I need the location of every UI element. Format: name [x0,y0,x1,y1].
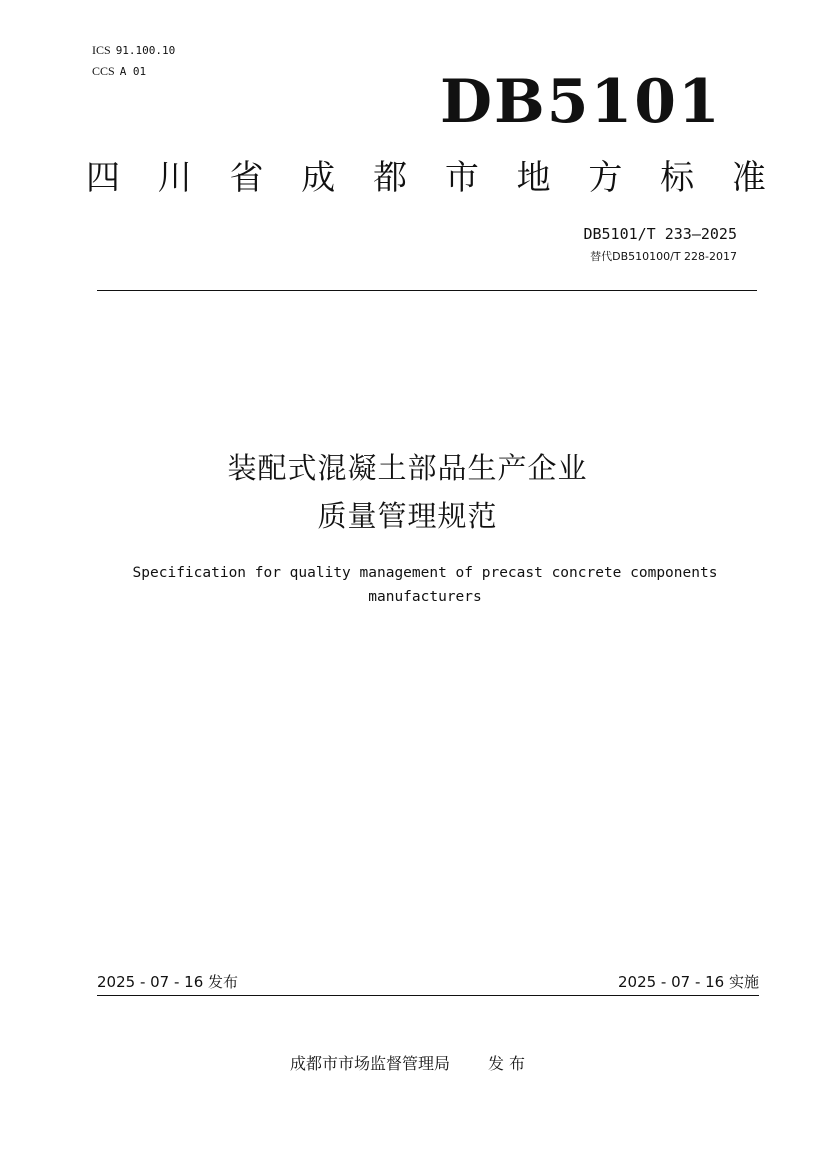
db-logo: DB5101 [440,67,722,137]
ccs-value: A 01 [119,65,147,78]
classification-codes [92,40,175,82]
issue-date: 2025 - 07 - 16 发布 [97,973,239,991]
standard-type-char: 都 [373,158,408,198]
standard-type-char: 标 [660,158,695,198]
title-en-line-1: Specification for quality management of precast concrete components [132,565,718,581]
top-divider [97,290,757,291]
ccs-line [92,61,175,82]
standard-type-char: 准 [731,158,766,198]
title-zh-line-1: 装配式混凝土部品生产企业 [227,451,588,485]
standard-type-char: 川 [157,158,192,198]
issuer-action: 发 布 [487,1054,526,1073]
bottom-divider [97,995,759,996]
title-en-line-2: manufacturers [368,589,482,605]
standard-type-char: 成 [301,158,336,198]
standard-type-char: 市 [444,158,479,198]
standard-type-char: 省 [229,158,264,198]
issuer-org: 成都市市场监督管理局 [289,1054,450,1073]
ics-value: 91.100.10 [115,44,176,57]
replaces-standard: 替代DB510100/T 228-2017 [590,250,737,263]
ics-label: ICS [92,43,111,57]
standard-type-char: 四 [86,158,120,198]
title-zh-line-2: 质量管理规范 [317,499,498,533]
standard-number: DB5101/T 233—2025 [583,225,737,243]
effective-date: 2025 - 07 - 16 实施 [617,973,759,991]
document-title-en [90,561,760,609]
ics-line [92,40,175,61]
standard-type-char: 方 [588,158,623,198]
standard-type-char: 地 [516,158,551,198]
ccs-label: CCS [92,64,115,78]
document-title-zh [0,444,815,540]
standard-type-heading [86,154,766,202]
issuer-line [0,1052,815,1076]
